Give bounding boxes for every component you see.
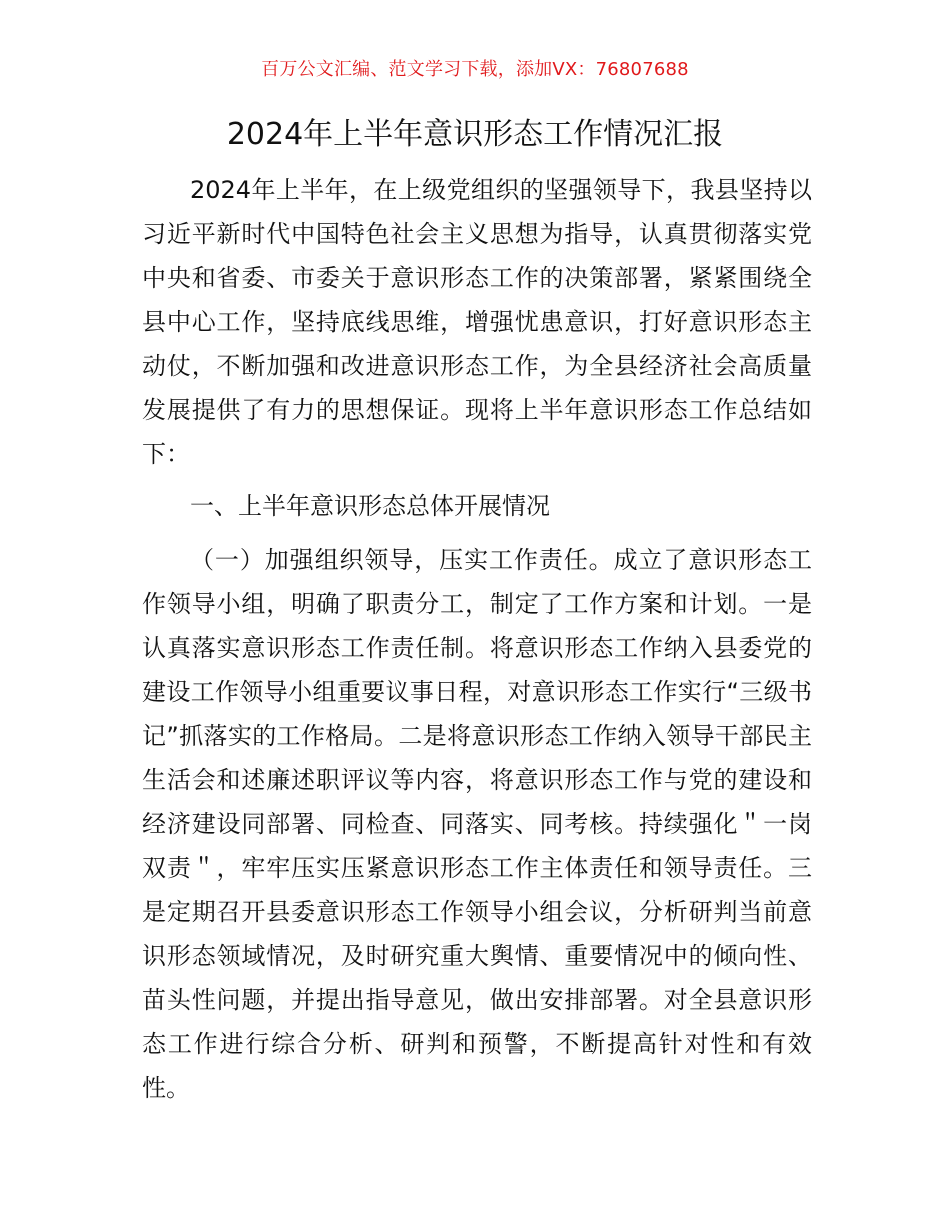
intro-paragraph: 2024年上半年，在上级党组织的坚强领导下，我县坚持以习近平新时代中国特色社会主义思想为指导，认真贯彻落实党中央和省委、市委关于意识形态工作的决策部署，紧紧围绕全县中心工作，坚持底线思维，增强忧患意识，打好意识形态主动仗，不断加强和改进意识形态工作，为全县经济社会高质量发展提供了有力的思想保证。现将上半年意识形态工作总结如下：	[142, 176, 812, 468]
section-1-paragraph: （一）加强组织领导，压实工作责任。成立了意识形态工作领导小组，明确了职责分工，制定了工作方案和计划。一是认真落实意识形态工作责任制。将意识形态工作纳入县委党的建设工作领导小组重要议事日程，对意识形态工作实行“三级书记”抓落实的工作格局。二是将意识形态工作纳入领导干部民主生活会和述廉述职评议等内容，将意识形态工作与党的建设和经济建设同部署、同检查、同落实、同考核。持续强化＂一岗双责＂，牢牢压实压紧意识形态工作主体责任和领导责任。三是定期召开县委意识形态工作领导小组会议，分析研判当前意识形态领域情况，及时研究重大舆情、重要情况中的倾向性、苗头性问题，并提出指导意见，做出安排部署。对全县意识形态工作进行综合分析、研判和预警，不断提高针对性和有效性。	[142, 546, 812, 1102]
document-title: 2024年上半年意识形态工作情况汇报	[226, 117, 724, 152]
section-heading: 一、上半年意识形态总体开展情况	[190, 492, 550, 520]
watermark-banner: 百万公文汇编、范文学习下载，添加VX：76807688	[261, 59, 689, 80]
